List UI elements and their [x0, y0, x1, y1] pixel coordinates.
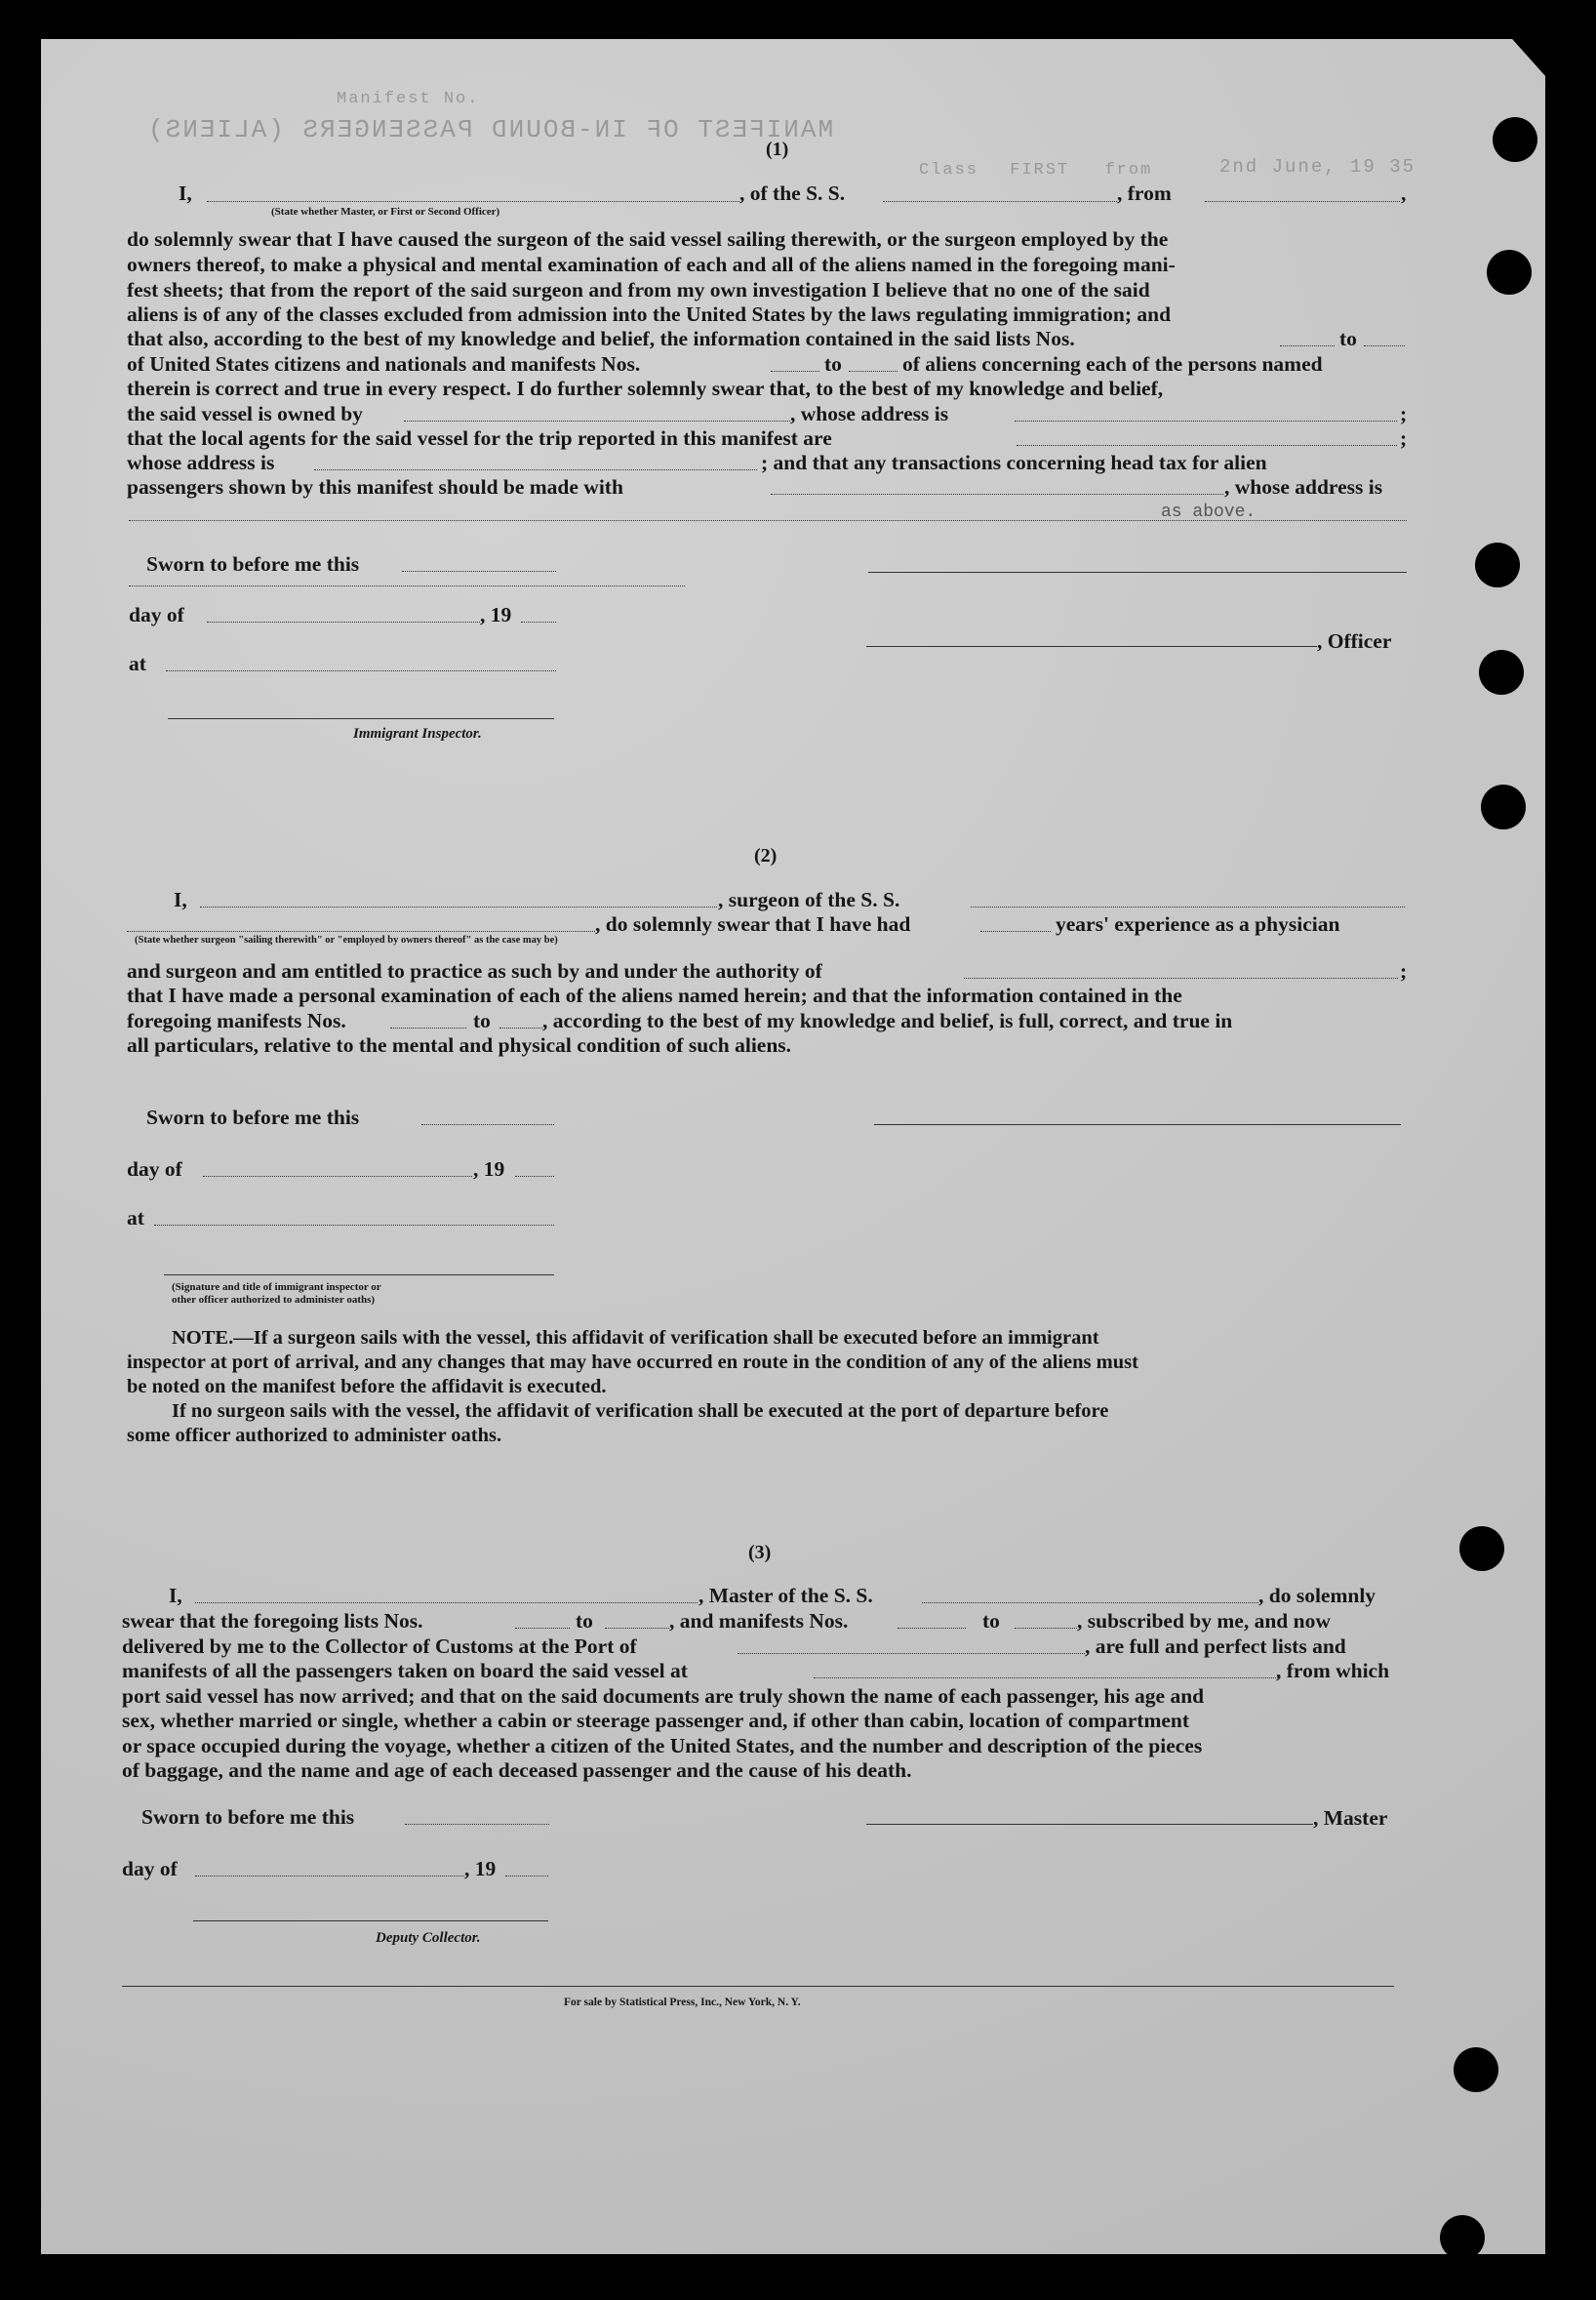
s3-line4b: , from which — [1276, 1659, 1390, 1682]
s3-line2d: to — [982, 1609, 1000, 1633]
s3-sworn-field[interactable] — [405, 1824, 549, 1825]
s1-p6a: of United States citizens and nationals and manifests Nos. — [127, 352, 641, 376]
punch-hole — [1475, 543, 1520, 587]
s1-p8a: the said vessel is owned by — [127, 402, 363, 425]
s2-signature-line — [874, 1124, 1401, 1125]
s2-line5b: to — [473, 1009, 491, 1032]
s2-vessel-field[interactable] — [971, 907, 1405, 908]
class-label: Class — [919, 161, 979, 180]
punch-hole — [1479, 650, 1524, 695]
s2-line2-swear: , do solemnly swear that I have had — [595, 912, 911, 936]
s1-p11b: , whose address is — [1224, 475, 1383, 499]
s1-master-field[interactable] — [207, 201, 739, 202]
s3-line1-i: I, — [169, 1584, 182, 1607]
s1-vessel-field[interactable] — [883, 201, 1117, 202]
s1-p4: aliens is of any of the classes excluded from admission into the United States by the laws regulating immigration; and — [127, 303, 1172, 326]
s3-line5: port said vessel has now arrived; and that on the said documents are truly shown the name of each passenger, his age and — [122, 1684, 1205, 1708]
s1-line1-from: , from — [1117, 182, 1172, 205]
bleed-through-class — [919, 161, 1152, 180]
s1-headtax-field[interactable] — [771, 494, 1223, 495]
s1-p3: fest sheets; that from the report of the said surgeon and from my own investigation I believe that no one of the said — [127, 278, 1150, 302]
s3-line6: sex, whether married or single, whether a cabin or steerage passenger and, if other than cabin, location of compartment — [122, 1709, 1190, 1732]
s2-line3: and surgeon and am entitled to practice as such by and under the authority of — [127, 959, 822, 983]
s1-dayof-label: day of — [129, 603, 184, 626]
s1-nineteen: , 19 — [480, 603, 512, 626]
s2-dayof-label: day of — [127, 1157, 182, 1181]
section-3-heading: (3) — [748, 1542, 772, 1563]
s1-inspector-label: Immigrant Inspector. — [353, 726, 482, 742]
handwritten-as-above: as above. — [1161, 503, 1257, 522]
s2-line5c: , according to the best of my knowledge and belief, is full, correct, and true in — [542, 1009, 1233, 1032]
s3-line1-master: , Master of the S. S. — [698, 1584, 873, 1607]
s2-line6: all particulars, relative to the mental and physical condition of such aliens. — [127, 1033, 792, 1057]
s2-nineteen: , 19 — [473, 1157, 505, 1181]
s3-lists-to-field[interactable] — [605, 1628, 669, 1629]
s1-caption: (State whether Master, or First or Second Officer) — [271, 206, 500, 218]
s1-p9a: that the local agents for the said vessel for the trip reported in this manifest are — [127, 426, 832, 450]
s2-manifests-from-field[interactable] — [390, 1028, 466, 1029]
s3-line7: or space occupied during the voyage, whether a citizen of the United States, and the number and description of the pieces — [122, 1734, 1203, 1757]
s1-p10a: whose address is — [127, 451, 275, 474]
s1-agents-address-field[interactable] — [314, 469, 757, 470]
bleed-through-manifest-no: Manifest No. — [337, 90, 480, 108]
s2-note-line4: If no surgeon sails with the vessel, the affidavit of verification shall be executed at the port of departure before — [172, 1400, 1109, 1422]
s3-line2a: swear that the foregoing lists Nos. — [122, 1609, 423, 1633]
s1-p1: do solemnly swear that I have caused the surgeon of the said vessel sailing therewith, or the surgeon employed by the — [127, 227, 1169, 251]
s1-at-field[interactable] — [166, 670, 556, 671]
s3-line3a: delivered by me to the Collector of Customs at the Port of — [122, 1634, 637, 1658]
s3-port-field[interactable] — [738, 1653, 1085, 1654]
bleed-through-title: MANIFEST OF IN-BOUND PASSENGERS (ALIENS) — [146, 115, 834, 144]
s2-sigcap-2: other officer authorized to administer oaths) — [172, 1294, 376, 1306]
s3-lists-from-field[interactable] — [515, 1628, 570, 1629]
s1-sworn-field[interactable] — [402, 571, 556, 572]
class-value: FIRST — [1010, 161, 1070, 180]
s2-years-field[interactable] — [980, 931, 1051, 932]
s1-p7: therein is correct and true in every respect. I do further solemnly swear that, to the best of my knowledge and belief, — [127, 377, 1164, 400]
section-1-heading: (1) — [766, 139, 789, 160]
s3-line2c: , and manifests Nos. — [669, 1609, 849, 1633]
s1-owner-field[interactable] — [404, 421, 790, 422]
s3-master-label: , Master — [1313, 1806, 1388, 1830]
s1-manifests-from-field[interactable] — [771, 371, 819, 372]
s3-deputy-label: Deputy Collector. — [376, 1930, 481, 1946]
from-label: from — [1104, 161, 1153, 180]
s3-master-name-field[interactable] — [195, 1602, 698, 1603]
section-2-heading: (2) — [754, 845, 778, 867]
s1-p9b: ; — [1400, 426, 1408, 450]
s3-dayof-label: day of — [122, 1857, 178, 1880]
s1-sworn-field-2[interactable] — [129, 585, 685, 586]
s3-manifests-from-field[interactable] — [898, 1628, 966, 1629]
s1-sworn-label: Sworn to before me this — [146, 552, 360, 576]
s1-p8b: , whose address is — [790, 402, 949, 425]
s2-at-label: at — [127, 1206, 144, 1230]
s1-p5a: that also, according to the best of my knowledge and belief, the information contained in the said lists Nos. — [127, 327, 1075, 350]
s3-master-signature-line — [866, 1824, 1313, 1825]
s2-dayof-field[interactable] — [203, 1176, 472, 1177]
s1-p10b: ; and that any transactions concerning head tax for alien — [761, 451, 1267, 474]
s1-line1-i: I, — [179, 182, 192, 205]
s2-note-line1 — [172, 1328, 1099, 1349]
s1-p8c: ; — [1400, 402, 1408, 425]
s2-surgeon-name-field[interactable] — [200, 907, 717, 908]
s2-line2-years: years' experience as a physician — [1056, 912, 1340, 936]
s3-line8: of baggage, and the name and age of each deceased passenger and the cause of his death. — [122, 1758, 912, 1782]
s2-sigcap-1: (Signature and title of immigrant inspector or — [172, 1281, 381, 1293]
bleed-through-date: 2nd June, 19 35 — [1219, 156, 1416, 178]
s3-vessel-field[interactable] — [922, 1602, 1258, 1603]
s2-caption: (State whether surgeon "sailing therewith" or "employed by owners thereof" as the case may be) — [135, 935, 558, 946]
s3-line2e: , subscribed by me, and now — [1077, 1609, 1331, 1633]
s1-inspector-signature-line — [168, 718, 554, 719]
punch-hole — [1487, 250, 1532, 295]
s2-line1-i: I, — [174, 888, 187, 911]
s2-line1-surgeon: , surgeon of the S. S. — [718, 888, 900, 911]
punch-hole — [1440, 2215, 1485, 2260]
s2-authority-field[interactable] — [964, 978, 1398, 979]
s3-sworn-label: Sworn to before me this — [141, 1805, 355, 1829]
footer-rule — [122, 1986, 1394, 1987]
punch-hole — [1454, 2047, 1498, 2092]
s1-manifests-to-field[interactable] — [849, 371, 898, 372]
punch-hole — [1459, 1526, 1504, 1571]
s3-line2b: to — [576, 1609, 593, 1633]
s2-inspector-signature-line — [164, 1274, 554, 1275]
s1-p6b: to — [824, 352, 842, 376]
s2-sworn-label: Sworn to before me this — [146, 1106, 360, 1129]
s1-line1-end: , — [1401, 182, 1407, 205]
s1-dayof-field[interactable] — [207, 622, 480, 623]
s3-port-departure-field[interactable] — [814, 1677, 1278, 1678]
s2-line3-end: ; — [1400, 959, 1408, 983]
s3-line1-end: , do solemnly — [1258, 1584, 1377, 1607]
s1-year-field[interactable] — [521, 622, 556, 623]
s3-line3b: , are full and perfect lists and — [1085, 1634, 1346, 1658]
s2-line5a: foregoing manifests Nos. — [127, 1009, 346, 1032]
s1-officer-signature-line-2 — [866, 646, 1317, 647]
note-label: NOTE. — [172, 1327, 234, 1349]
s1-at-label: at — [129, 652, 146, 675]
s3-manifests-to-field[interactable] — [1015, 1628, 1077, 1629]
s1-officer-signature-line — [868, 572, 1407, 573]
s1-p2: owners thereof, to make a physical and mental examination of each and all of the aliens named in the foregoing mani- — [127, 253, 1176, 276]
s2-status-field[interactable] — [127, 931, 595, 932]
s2-sworn-field[interactable] — [421, 1124, 554, 1125]
s3-nineteen: , 19 — [464, 1857, 497, 1880]
s2-at-field[interactable] — [154, 1225, 554, 1226]
s2-note-line3: be noted on the manifest before the affidavit is executed. — [127, 1376, 607, 1397]
s1-officer-label: , Officer — [1317, 629, 1392, 653]
s2-note-line2: inspector at port of arrival, and any changes that may have occurred en route in the condition of any of the aliens must — [127, 1352, 1138, 1373]
s1-p6c: of aliens concerning each of the persons named — [902, 352, 1323, 376]
punch-hole — [1481, 785, 1526, 829]
s2-year-field[interactable] — [515, 1176, 554, 1177]
s2-manifests-to-field[interactable] — [499, 1028, 542, 1029]
s3-line4a: manifests of all the passengers taken on board the said vessel at — [122, 1659, 688, 1682]
s1-line1-of: , of the S. S. — [739, 182, 846, 205]
s1-from-field[interactable] — [1205, 201, 1400, 202]
s3-deputy-signature-line — [193, 1920, 548, 1921]
s1-agents-field[interactable] — [1017, 445, 1397, 446]
printer-imprint: For sale by Statistical Press, Inc., New York, N. Y. — [564, 1997, 801, 2008]
s1-p5b: to — [1339, 327, 1357, 350]
s2-line4: that I have made a personal examination of each of the aliens named herein; and that the information contained in the — [127, 984, 1182, 1007]
s1-p11a: passengers shown by this manifest should be made with — [127, 475, 623, 499]
note-text-1: —If a surgeon sails with the vessel, this affidavit of verification shall be executed before an immigrant — [233, 1327, 1099, 1349]
s1-lists-to-field[interactable] — [1364, 345, 1405, 346]
s2-note-line5: some officer authorized to administer oaths. — [127, 1425, 502, 1446]
s1-owner-address-field[interactable] — [1015, 421, 1397, 422]
punch-hole — [1493, 117, 1537, 162]
s1-lists-from-field[interactable] — [1280, 345, 1335, 346]
